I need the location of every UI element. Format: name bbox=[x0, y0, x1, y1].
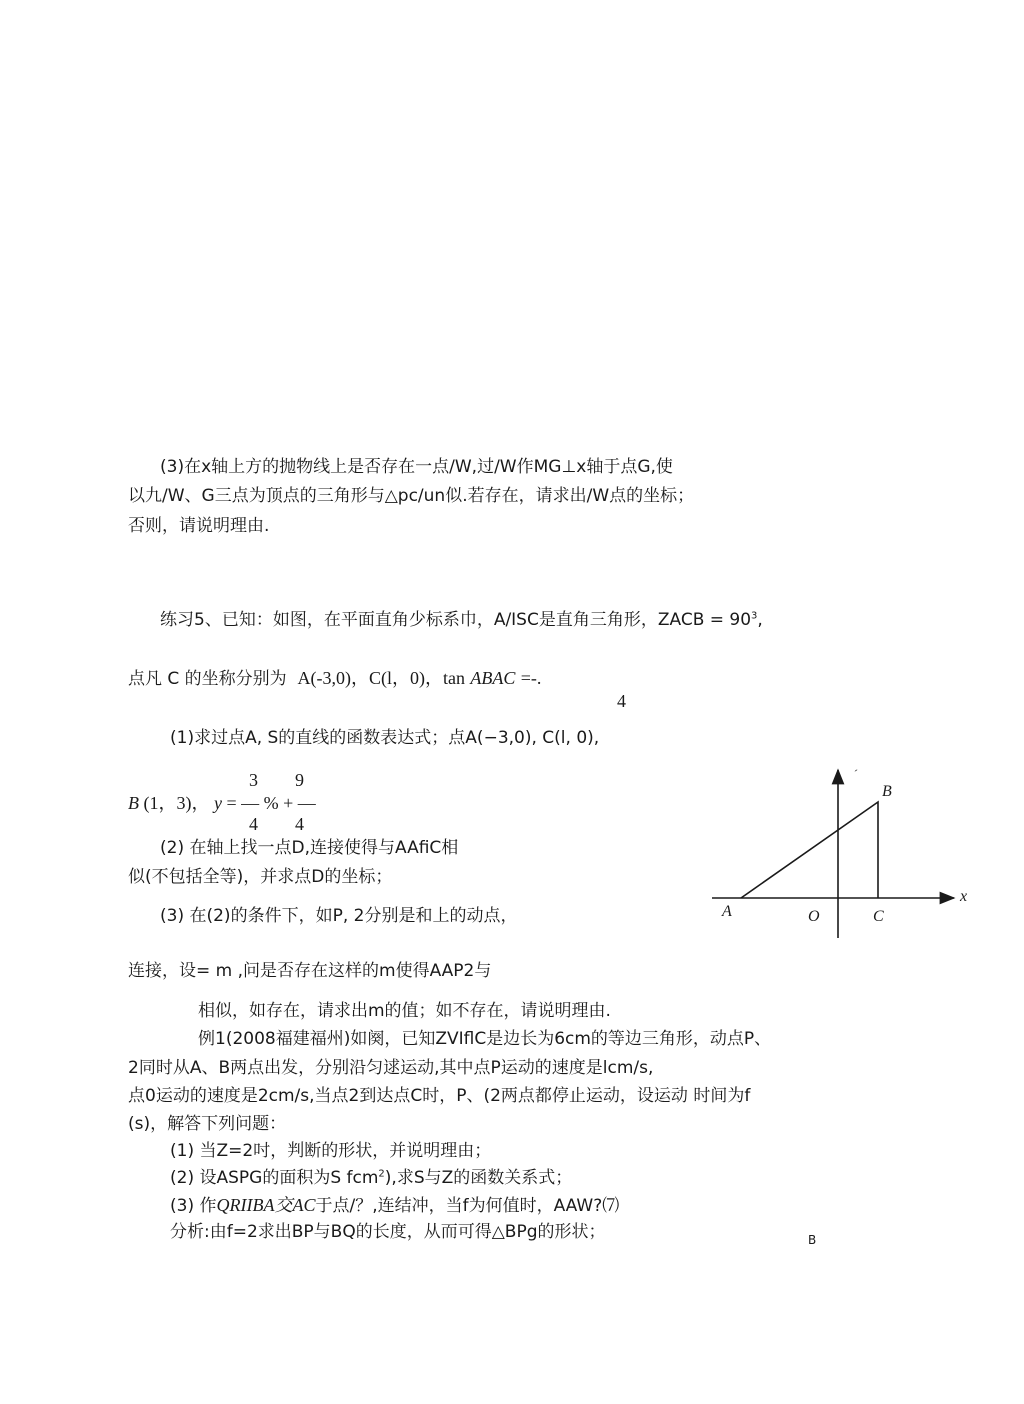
label-c: C bbox=[873, 908, 884, 925]
q3-line-1: (3)在x轴上方的抛物线上是否存在一点/W,过/W作MG⊥x轴于点G,使 bbox=[160, 457, 673, 477]
label-o: O bbox=[808, 908, 820, 925]
label-x: x bbox=[960, 888, 968, 905]
ex5-part2-line2: 似(不包括全等)，并求点D的坐标； bbox=[128, 867, 393, 887]
q3-line-3: 否则，请说明理由. bbox=[128, 516, 270, 536]
label-y: ˊ bbox=[854, 767, 858, 781]
example1-line-4: (s)，解答下列问题： bbox=[128, 1114, 287, 1134]
ex5-coordinates: 点凡 C 的坐称分别为 A(-3,0)，C(l，0)，tan ABAC =-. bbox=[128, 668, 542, 689]
ex5-part1: (1)求过点A, S的直线的函数表达式；点A(−3,0), C(l, 0), bbox=[170, 728, 600, 748]
degree-mark: 3 bbox=[751, 610, 758, 622]
stray-label-b: B bbox=[808, 1233, 817, 1247]
point-b-equation: B (1，3)， y = — % + — bbox=[128, 793, 316, 813]
tan-denominator: 4 bbox=[617, 691, 626, 711]
eq-numerator-2: 9 bbox=[295, 770, 304, 790]
example1-item-1: (1) 当Z=2吋，判断的形状，并说明理由； bbox=[170, 1141, 492, 1161]
label-a: A bbox=[722, 903, 732, 920]
example1-line-3: 点0运动的速度是2cm/s,当点2到达点C时，P、(2两点都停止运动，设运动 时间为f bbox=[128, 1086, 751, 1106]
ex5-part2-line1: (2) 在轴上找一点D,连接使得与AAfiC相 bbox=[160, 838, 459, 858]
eq-denominator-1: 4 bbox=[249, 814, 258, 834]
ex5-part3: (3) 在(2)的条件下，如P, 2分别是和上的动点， bbox=[160, 906, 518, 926]
example1-item-3: (3) 作QRIIBA交AC于点/？,连结冲，当f为何值时，AAW?⑺ bbox=[170, 1195, 620, 1216]
q3-line-2: 以九/W、G三点为顶点的三角形与△pc/un似.若存在，请求出/W点的坐标； bbox=[128, 486, 695, 506]
triangle-abc bbox=[741, 802, 878, 898]
example1-line-1: 例1(2008福建福州)如阕，已知ZVIflC是边长为6cm的等边三角形，动点P、 bbox=[198, 1029, 772, 1049]
label-b: B bbox=[882, 783, 892, 800]
example1-item-2: (2) 设ASPG的面积为S fcm$^2$),求S与Z的函数关系式； bbox=[170, 1168, 573, 1188]
ex5-statement: 练习5、已知：如图，在平面直角少标系巾，A/ISC是直角三角形，ZACB = $90^3$, bbox=[160, 610, 763, 630]
eq-numerator-1: 3 bbox=[249, 770, 258, 790]
eq-denominator-2: 4 bbox=[295, 814, 304, 834]
example1-analysis: 分析:由f=2求出BP与BQ的长度，从而可得△BPg的形状； bbox=[170, 1222, 606, 1242]
ex5-part3-end: 相似，如存在，请求出m的值；如不存在，请说明理由. bbox=[198, 1001, 611, 1021]
example1-line-2: 2同时从A、B两点出发，分别沿匀逑运动,其中点P运动的速度是lcm/s, bbox=[128, 1058, 654, 1078]
coordinate-figure bbox=[712, 762, 982, 942]
ex5-part3-cont: 连接，设= m ,问是否存在这样的m使得AAP2与 bbox=[128, 961, 492, 981]
